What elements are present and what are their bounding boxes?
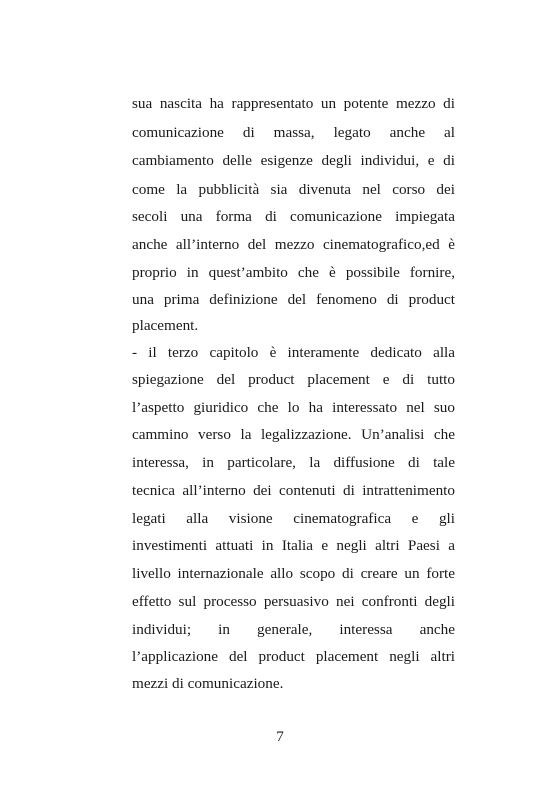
page-number: 7 xyxy=(276,728,284,745)
body-text-line: - il terzo capitolo è interamente dedicato alla xyxy=(132,344,455,361)
body-text-line: cambiamento delle esigenze degli individui, e di xyxy=(132,152,455,169)
body-text-line: spiegazione del product placement e di tutto xyxy=(132,371,455,388)
body-text-line: sua nascita ha rappresentato un potente mezzo di xyxy=(132,95,455,112)
body-text-line: interessa, in particolare, la diffusione di tale xyxy=(132,454,455,471)
body-text-line: come la pubblicità sia divenuta nel corso dei xyxy=(132,181,455,198)
body-text-line: l’applicazione del product placement negli altri xyxy=(132,648,455,665)
body-text-line: effetto sul processo persuasivo nei confronti degli xyxy=(132,593,455,610)
body-text-line: l’aspetto giuridico che lo ha interessato nel suo xyxy=(132,399,455,416)
body-text-line: cammino verso la legalizzazione. Un’analisi che xyxy=(132,426,455,443)
body-text-line: individui; in generale, interessa anche xyxy=(132,621,455,638)
body-text-line: livello internazionale allo scopo di creare un forte xyxy=(132,565,455,582)
body-text-line: mezzi di comunicazione. xyxy=(132,675,284,692)
body-text-line: anche all’interno del mezzo cinematografico,ed è xyxy=(132,236,455,253)
body-text-line: una prima definizione del fenomeno di product xyxy=(132,291,455,308)
body-text-line: legati alla visione cinematografica e gli xyxy=(132,510,455,527)
body-text-line: tecnica all’interno dei contenuti di intrattenimento xyxy=(132,482,455,499)
body-text-line: placement. xyxy=(132,317,199,334)
body-text-line: investimenti attuati in Italia e negli altri Paesi a xyxy=(132,537,455,554)
body-text-line: comunicazione di massa, legato anche al xyxy=(132,124,455,141)
body-text-line: secoli una forma di comunicazione impiegata xyxy=(132,208,455,225)
body-text-line: proprio in quest’ambito che è possibile fornire, xyxy=(132,264,455,281)
